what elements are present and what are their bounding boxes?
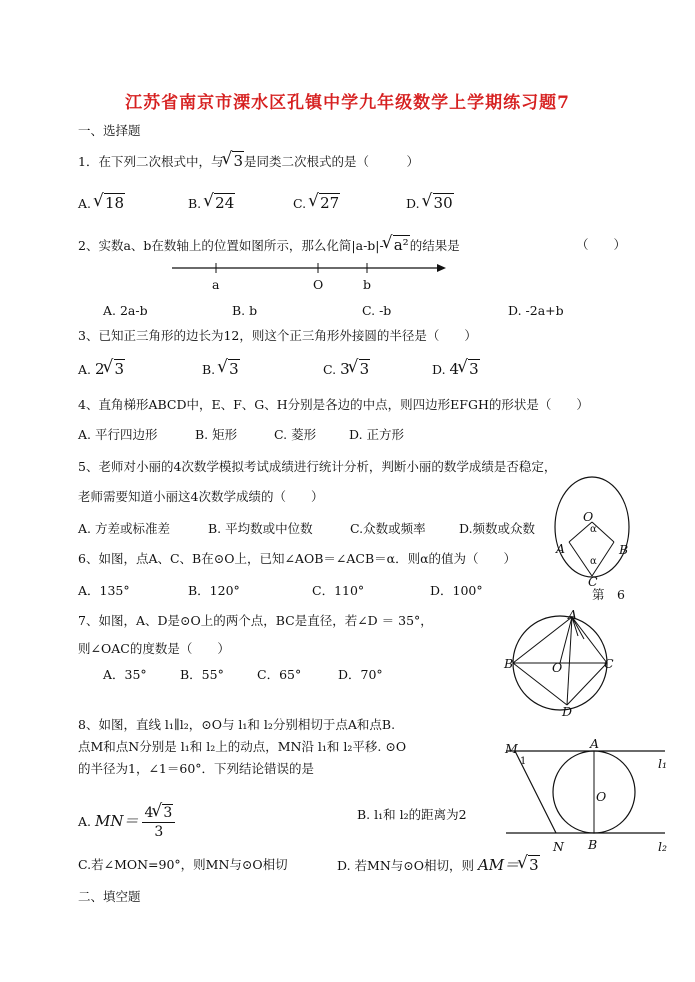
question-7-stem-line2: 则∠OAC的度数是（ ） xyxy=(78,641,230,656)
q2-number-line xyxy=(0,258,695,298)
q8-option-a[interactable]: A. MN＝ $\frac{4√ 3}{3}$ xyxy=(78,804,175,841)
question-8-stem-line3: 的半径为1，∠1＝60°．下列结论错误的是 xyxy=(78,761,315,776)
q1-stem-text-b: 是同类二次根式的是（ ） xyxy=(244,154,420,169)
q8-label-angle-1: 1 xyxy=(520,756,527,767)
q8-label-a: A xyxy=(590,736,600,751)
question-6-stem: 6、如图，点A、C、B在⊙O上，已知∠AOB＝∠ACB＝α．则α的值为（ ） xyxy=(78,551,517,566)
q8-label-l2: l₂ xyxy=(658,839,668,854)
q8-label-l1: l₁ xyxy=(658,756,668,771)
q6-option-b[interactable]: B．120° xyxy=(188,583,240,598)
q2-stem-radical: √ a² xyxy=(384,236,410,254)
q2-stem-text: 2、实数a、b在数轴上的位置如图所示，那么化简|a-b|- xyxy=(78,238,384,253)
q7-segment-ab xyxy=(513,617,572,663)
q8-option-b[interactable]: B. l₁和 l₂的距离为2 xyxy=(357,807,467,822)
q4-option-a[interactable]: A. 平行四边形 xyxy=(78,427,158,442)
question-7-stem-line1: 7、如图，A、D是⊙O上的两个点，BC是直径，若∠D ＝ 35°， xyxy=(78,613,433,628)
q1-stem-text-a: 1．在下列二次根式中，与 xyxy=(78,154,224,169)
q1-option-b[interactable]: B. √ 24 xyxy=(188,194,235,213)
q3-option-b[interactable]: B. √ 3 xyxy=(202,360,240,379)
question-1-stem xyxy=(78,152,419,171)
q5-option-a[interactable]: A. 方差或标准差 xyxy=(78,521,170,536)
question-8-stem-line2: 点M和点N分别是 l₁和 l₂上的动点，MN沿 l₁和 l₂平移. ⊙O xyxy=(78,739,407,754)
q7-option-d[interactable]: D．70° xyxy=(338,667,383,682)
question-4-stem: 4、直角梯形ABCD中，E、F、G、H分别是各边的中点，则四边形EFGH的形状是（ ） xyxy=(78,397,589,412)
q6-label-c: C xyxy=(588,574,598,589)
q2-option-a[interactable]: A. 2a-b xyxy=(103,303,148,318)
question-5-stem-line2: 老师需要知道小丽这4次数学成绩的（ ） xyxy=(78,489,324,504)
q8-label-o: O xyxy=(596,789,607,804)
q7-label-b: B xyxy=(504,656,514,671)
question-2-stem xyxy=(78,236,460,255)
q2-option-b[interactable]: B. b xyxy=(232,303,258,318)
q2-option-c[interactable]: C. -b xyxy=(362,303,392,318)
q6-option-c[interactable]: C．110° xyxy=(312,583,365,598)
page-title: 江苏省南京市溧水区孔镇中学九年级数学上学期练习题7 xyxy=(125,93,570,113)
q4-option-d[interactable]: D. 正方形 xyxy=(349,427,405,442)
q2-option-d[interactable]: D. -2a+b xyxy=(508,303,564,318)
q1-option-c[interactable]: C. √ 27 xyxy=(293,194,340,213)
q7-segment-ac xyxy=(572,617,607,663)
number-line-arrow xyxy=(437,264,446,272)
q7-label-c: C xyxy=(604,656,614,671)
q7-figure xyxy=(0,604,695,724)
q4-option-c[interactable]: C. 菱形 xyxy=(274,427,317,442)
q8-option-a-fraction: $\frac{4√ 3}{3}$ xyxy=(142,804,175,841)
q4-option-b[interactable]: B. 矩形 xyxy=(195,427,238,442)
q7-segment-cd xyxy=(567,663,607,705)
q8-option-d[interactable]: D. 若MN与⊙O相切，则 AM＝√ 3 xyxy=(337,856,540,875)
axis-label-o: O xyxy=(313,277,324,292)
q3-option-c[interactable]: C. 3√ 3 xyxy=(323,360,370,379)
q6-label-alpha-top: α xyxy=(590,524,597,535)
q8-label-n: N xyxy=(553,839,564,854)
axis-label-a: a xyxy=(212,277,220,292)
q6-figure-caption: 第 6 xyxy=(592,587,625,602)
q8-label-b: B xyxy=(588,837,598,852)
q8-option-c[interactable]: C.若∠MON=90°，则MN与⊙O相切 xyxy=(78,857,288,872)
q5-option-c[interactable]: C.众数或频率 xyxy=(350,521,426,536)
q7-option-a[interactable]: A．35° xyxy=(103,667,147,682)
q6-option-a[interactable]: A．135° xyxy=(78,583,130,598)
q5-option-b[interactable]: B. 平均数或中位数 xyxy=(208,521,313,536)
q3-option-d[interactable]: D. 4√ 3 xyxy=(432,360,480,379)
q1-stem-radical: √ 3 xyxy=(223,152,244,170)
q7-label-d: D xyxy=(562,704,573,719)
q2-answer-paren: （ ） xyxy=(576,237,627,252)
q5-option-d[interactable]: D.频数或众数 xyxy=(459,521,536,536)
q7-label-o: O xyxy=(552,660,563,675)
axis-label-b: b xyxy=(363,277,372,292)
q6-label-alpha-bottom: α xyxy=(590,556,597,567)
question-8-stem-line1: 8、如图，直线 l₁∥l₂，⊙O与 l₁和 l₂分别相切于点A和点B. xyxy=(78,717,396,732)
section-fill-heading: 二、填空题 xyxy=(78,889,141,904)
q6-label-b: B xyxy=(619,542,629,557)
q1-option-d[interactable]: D. √ 30 xyxy=(406,194,454,213)
q6-label-a: A xyxy=(556,541,566,556)
q1-option-a[interactable]: A. √ 18 xyxy=(78,194,125,213)
q3-option-a[interactable]: A. 2√ 3 xyxy=(78,360,125,379)
question-5-stem-line1: 5、老师对小丽的4次数学模拟考试成绩进行统计分析，判断小丽的数学成绩是否稳定， xyxy=(78,459,557,474)
section-choice-heading: 一、选择题 xyxy=(78,123,141,138)
q7-option-c[interactable]: C．65° xyxy=(257,667,302,682)
q6-label-o: O xyxy=(583,509,594,524)
question-3-stem: 3、已知正三角形的边长为12，则这个正三角形外接圆的半径是（ ） xyxy=(78,328,477,343)
q7-segment-ad xyxy=(567,617,572,705)
q8-label-m: M xyxy=(505,741,518,756)
q6-segment-ac xyxy=(569,542,592,576)
q7-option-b[interactable]: B．55° xyxy=(180,667,224,682)
q7-label-a: A xyxy=(568,607,578,622)
q2-stem-text-b: 的结果是 xyxy=(409,238,460,253)
q6-option-d[interactable]: D．100° xyxy=(430,583,483,598)
